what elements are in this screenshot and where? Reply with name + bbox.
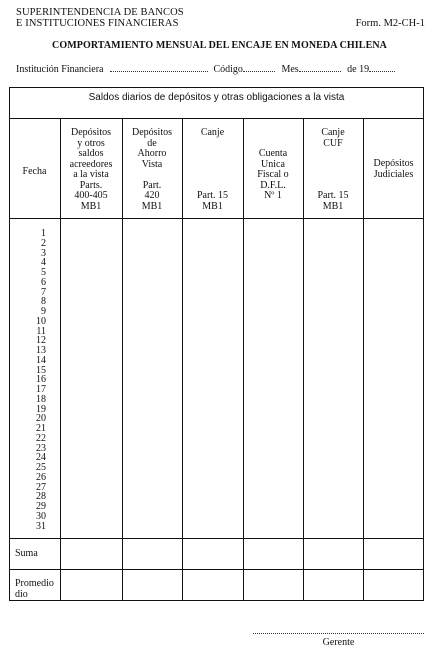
- day-number: 22: [36, 432, 46, 444]
- form-number: Form. M2-CH-1: [355, 18, 425, 29]
- col-header-judiciales: Depósitos Judiciales: [373, 158, 414, 180]
- day-number: 4: [41, 257, 46, 269]
- day-number: 6: [41, 276, 46, 288]
- form-title: COMPORTAMIENTO MENSUAL DEL ENCAJE EN MONEDA CHILENA: [52, 40, 387, 51]
- month-label: Mes: [281, 64, 299, 75]
- group-header-divider: [9, 118, 424, 119]
- col-divider-6: [363, 118, 364, 601]
- day-number: 1: [41, 228, 46, 239]
- day-number: 20: [36, 413, 46, 425]
- suma-label: Suma: [15, 548, 38, 559]
- day-number: 23: [36, 442, 46, 454]
- day-number: 24: [36, 452, 46, 464]
- fecha-header: Fecha: [22, 166, 47, 177]
- day-number: 9: [41, 306, 46, 317]
- day-number: 10: [36, 315, 46, 327]
- code-label: Código: [213, 64, 243, 75]
- day-number: 14: [36, 354, 46, 366]
- day-number: 28: [36, 491, 46, 503]
- year-label: de 19: [347, 64, 370, 75]
- signature-line[interactable]: [253, 633, 424, 634]
- column-header-divider: [9, 218, 424, 219]
- signature-label: Gerente: [322, 637, 355, 648]
- day-number: 30: [36, 510, 46, 522]
- day-number: 26: [36, 471, 46, 483]
- day-number: 31: [36, 520, 46, 532]
- year-field[interactable]: [369, 63, 395, 72]
- issuer-line-1: SUPERINTENDENCIA DE BANCOS: [16, 7, 184, 18]
- issuer-line-2: E INSTITUCIONES FINANCIERAS: [16, 18, 179, 29]
- day-number-list: [22, 229, 46, 531]
- day-number: 15: [36, 364, 46, 376]
- institution-line: [16, 63, 426, 75]
- day-number: 13: [36, 345, 46, 356]
- day-number: 18: [36, 393, 46, 405]
- col-header-cuenta-unica: Cuenta Unica Fiscal o D.F.L. Nº 1: [257, 148, 289, 201]
- day-number: 7: [41, 286, 46, 298]
- day-number: 29: [36, 501, 46, 512]
- month-field[interactable]: [299, 63, 341, 72]
- suma-divider: [9, 569, 424, 570]
- col-header-canje-cuf: Canje CUF: [321, 127, 345, 149]
- institution-field[interactable]: [110, 63, 208, 72]
- day-number: 17: [36, 384, 46, 395]
- promedio-label-line-2: dio: [15, 589, 28, 600]
- day-number: 19: [36, 403, 46, 415]
- day-number: 21: [36, 423, 46, 434]
- day-number: 5: [41, 267, 46, 278]
- day-number: 25: [36, 462, 46, 473]
- code-field[interactable]: [243, 63, 275, 72]
- col-header-ahorro: Depósitos de Ahorro Vista Part. 420 MB1: [132, 127, 172, 212]
- group-header: Saldos diarios de depósitos y otras obligaciones a la vista: [88, 92, 345, 103]
- day-number: 27: [36, 481, 46, 493]
- promedio-label: [15, 578, 55, 600]
- days-divider: [9, 538, 424, 539]
- day-number: 8: [41, 296, 46, 308]
- day-number: 16: [36, 374, 46, 386]
- col-header-canje: Canje: [200, 127, 225, 138]
- col-header-canje-part: Part. 15 MB1: [196, 190, 229, 212]
- day-number: 2: [41, 237, 46, 249]
- institution-label: Institución Financiera: [16, 64, 104, 75]
- col-header-canje-cuf-part: Part. 15 MB1: [317, 190, 349, 212]
- col-header-vista: Depósitos y otros saldos acreedores a la vista Parts. 400-405 MB1: [69, 127, 113, 212]
- day-number: 12: [36, 335, 46, 347]
- day-number: 11: [36, 325, 46, 337]
- day-number: 3: [41, 247, 46, 259]
- promedio-label-line-1: Promedio: [15, 578, 54, 589]
- issuer-header: [16, 7, 184, 29]
